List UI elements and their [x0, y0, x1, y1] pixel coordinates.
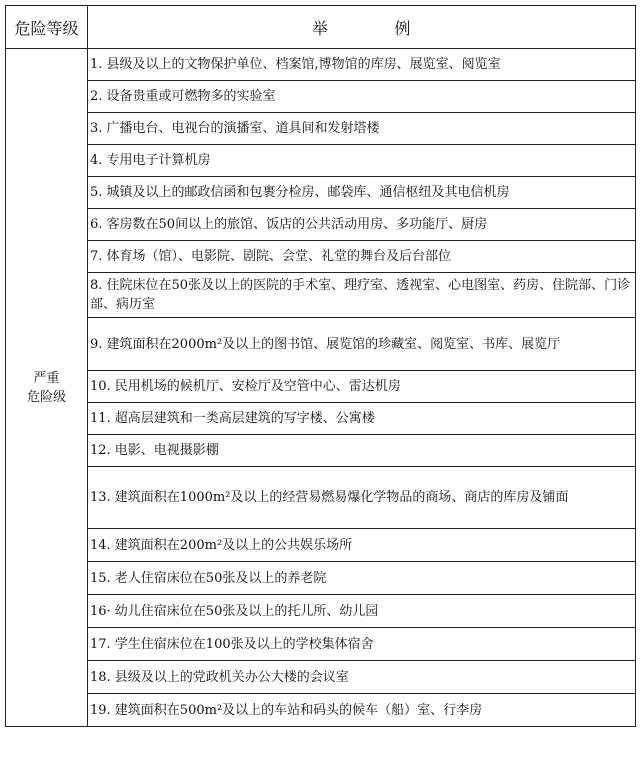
example-item: 13. 建筑面积在1000m²及以上的经营易燃易爆化学物品的商场、商店的库房及铺面 [88, 467, 636, 529]
table-row [6, 49, 636, 81]
table-row [6, 694, 636, 727]
table-row [6, 209, 636, 241]
example-item: 6. 客房数在50间以上的旅馆、饭店的公共活动用房、多功能厅、厨房 [88, 209, 636, 241]
table-header-row [6, 6, 636, 49]
example-item: 7. 体育场（馆）、电影院、剧院、会堂、礼堂的舞台及后台部位 [88, 241, 636, 273]
table-row [6, 145, 636, 177]
table-row [6, 435, 636, 467]
table-row [6, 371, 636, 403]
example-item: 10. 民用机场的候机厅、安检厅及空管中心、雷达机房 [88, 371, 636, 403]
example-item: 17. 学生住宿床位在100张及以上的学校集体宿舍 [88, 628, 636, 661]
example-item: 15. 老人住宿床位在50张及以上的养老院 [88, 562, 636, 595]
example-item: 3. 广播电台、电视台的演播室、道具间和发射塔楼 [88, 113, 636, 145]
header-examples: 举 例 [88, 6, 636, 49]
table-row [6, 467, 636, 529]
example-item: 9. 建筑面积在2000m²及以上的图书馆、展览馆的珍藏室、阅览室、书库、展览厅 [88, 318, 636, 371]
example-item: 1. 县级及以上的文物保护单位、档案馆,博物馆的库房、展览室、阅览室 [88, 49, 636, 81]
table-row [6, 562, 636, 595]
example-item: 12. 电影、电视摄影棚 [88, 435, 636, 467]
table-row [6, 595, 636, 628]
example-item: 14. 建筑面积在200m²及以上的公共娱乐场所 [88, 529, 636, 562]
table-row [6, 113, 636, 145]
table-row [6, 241, 636, 273]
table-row [6, 318, 636, 371]
table-row [6, 81, 636, 113]
example-item: 8. 住院床位在50张及以上的医院的手术室、理疗室、透视室、心电图室、药房、住院部、门诊部、病历室 [88, 273, 636, 318]
table-row [6, 177, 636, 209]
table-row [6, 273, 636, 318]
example-item: 4. 专用电子计算机房 [88, 145, 636, 177]
hazard-level-name-line1: 严重 [33, 370, 60, 386]
table-row [6, 661, 636, 694]
example-item: 11. 超高层建筑和一类高层建筑的写字楼、公寓楼 [88, 403, 636, 435]
example-item: 19. 建筑面积在500m²及以上的车站和码头的候车（船）室、行李房 [88, 694, 636, 727]
hazard-level-name-line2: 危险级 [26, 389, 66, 405]
example-item: 16· 幼儿住宿床位在50张及以上的托儿所、幼儿园 [88, 595, 636, 628]
table-row [6, 529, 636, 562]
table-row [6, 403, 636, 435]
example-item: 18. 县级及以上的党政机关办公大楼的会议室 [88, 661, 636, 694]
example-item: 5. 城镇及以上的邮政信函和包裹分检房、邮袋库、通信枢纽及其电信机房 [88, 177, 636, 209]
example-item: 2. 设备贵重或可燃物多的实验室 [88, 81, 636, 113]
hazard-level-table [5, 5, 636, 727]
header-hazard-level: 危险等级 [6, 6, 88, 49]
hazard-level-name [6, 49, 88, 727]
table-row [6, 628, 636, 661]
